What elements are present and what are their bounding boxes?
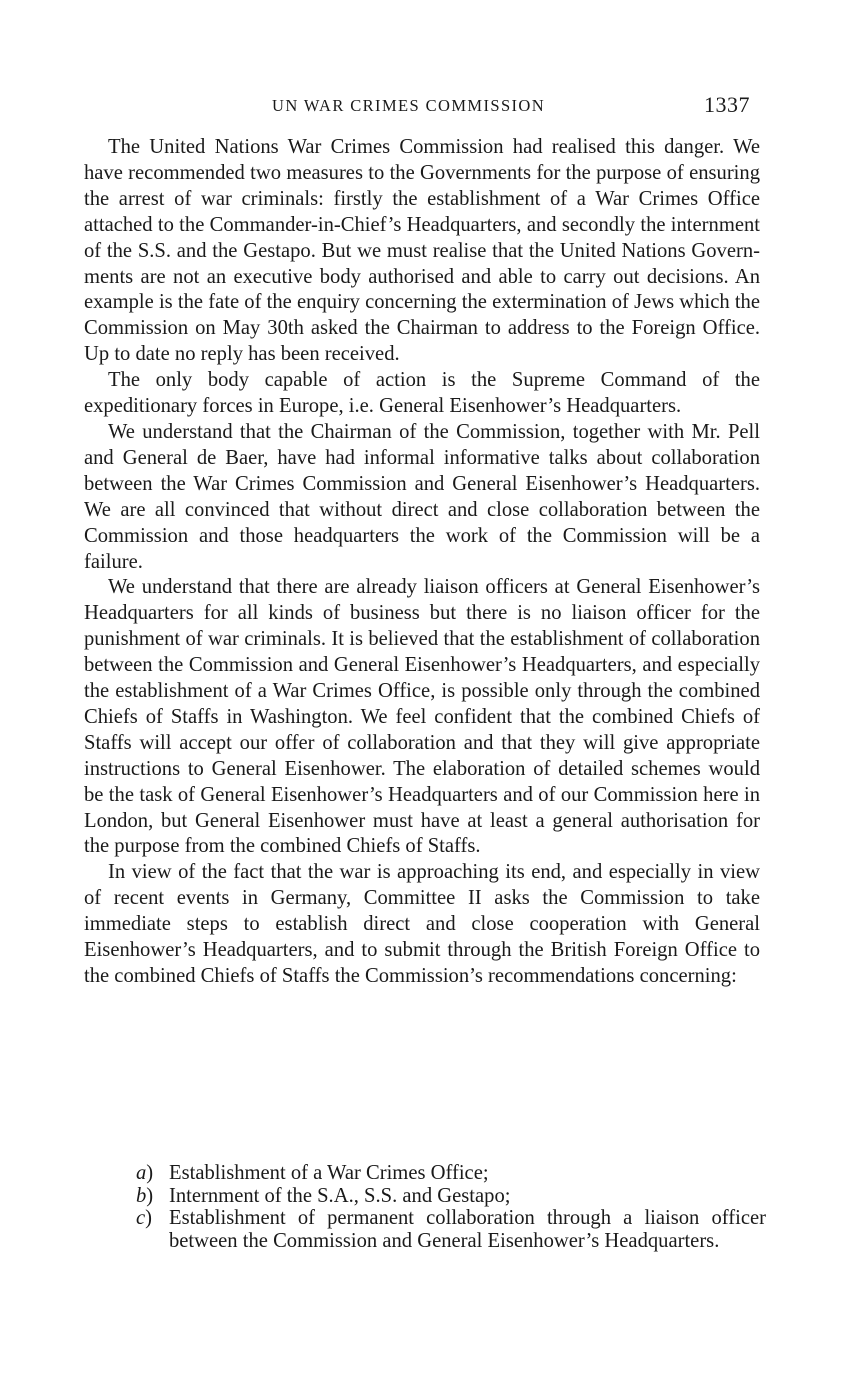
body-text xyxy=(84,135,760,990)
list-item xyxy=(136,1185,766,1208)
list-marker: b) xyxy=(136,1184,154,1207)
page-number: 1337 xyxy=(704,92,750,117)
paragraph: The only body capable of action is the Supreme Command of the expeditionary forces in Europe, i.e. General Eisenhower’s Headquarters. xyxy=(84,369,760,418)
running-header xyxy=(0,92,858,122)
running-title: UN WAR CRIMES COMMISSION xyxy=(272,96,546,115)
paragraph: The United Nations War Crimes Commission had realised this danger. We have recommended two measures to the Governments for the purpose of ensuring the arrest of war criminals: firstly the establishment of a War Crimes Office attached to the Commander-in-Chief’s Headquarters, and secondly the internment of the S.S. and the Gestapo. But we must realise that the United Nations Governments are not an executive body authorised and able to carry out decisions. An example is the fate of the enquiry concerning the extermination of Jews which the Commission on May 30th asked the Chairman to address to the Foreign Office. Up to date no reply has been received. xyxy=(84,136,760,366)
paragraph: We understand that the Chairman of the Commission, together with Mr. Pell and General de Baer, have had informal informative talks about collaboration between the War Crimes Commission and General Eisenhower’s Headquarters. We are all convinced that without direct and close collaboration between the Commission and those headquarters the work of the Commission will be a failure. xyxy=(84,420,760,573)
list-item xyxy=(136,1207,766,1252)
paragraph: We understand that there are already liaison officers at General Eisenhower’s Headquarters for all kinds of business but there is no liaison officer for the punishment of war criminals. It is believed that the establishment of collaboration between the Commission and General Eisenhower’s Headquarters, and especially the establishment of a War Crimes Office, is possible only through the combined Chiefs of Staffs in Washington. We feel confident that the combined Chiefs of Staffs will accept our offer of collaboration and that they will give appropriate instructions to General Eisenhower. The elaboration of detailed schemes would be the task of General Eisenhower’s Headquarters and of our Commission here in London, but General Eisenhower must have at least a general authorisation for the purpose from the combined Chiefs of Staffs. xyxy=(84,576,760,858)
paragraph: In view of the fact that the war is approaching its end, and especially in view of recent events in Germany, Committee II asks the Commission to take immediate steps to establish direct and close cooperation with General Eisenhower’s Headquarters, and to submit through the British Foreign Office to the combined Chiefs of Staffs the Commission’s recommendations concerning: xyxy=(84,861,760,987)
list-marker: a) xyxy=(136,1162,154,1184)
list-item-text: Establishment of permanent collaboration through a liaison officer between the Commission and General Eisenhower’s Headquarters. xyxy=(169,1207,766,1252)
list-item-text: Internment of the S.A., S.S. and Gestapo; xyxy=(169,1184,511,1207)
list-item xyxy=(136,1162,766,1185)
recommendation-list xyxy=(136,1162,766,1252)
list-item-text: Establishment of a War Crimes Office; xyxy=(169,1162,489,1184)
list-marker: c) xyxy=(136,1207,152,1229)
